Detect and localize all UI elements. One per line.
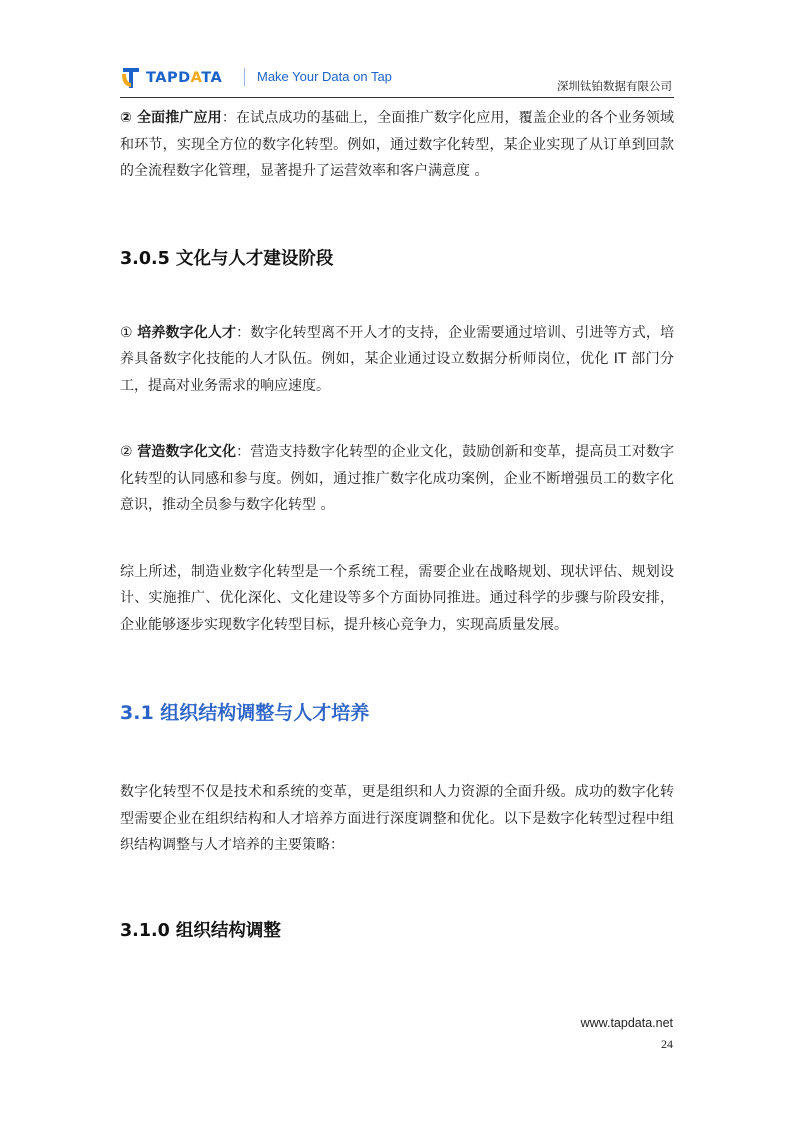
header-separator: [244, 68, 245, 86]
footer-website: www.tapdata.net: [580, 1016, 673, 1030]
paragraph-label: 营造数字化文化: [137, 444, 237, 460]
paragraph-text: ：数字化转型离不开人才的支持，企业需要通过培训、引进等方式，培养具备数字化技能的人才队伍。例如，某企业通过设立数据分析师岗位，优化 IT 部门分工，提高对业务需求的响应速度。: [120, 324, 675, 394]
logo-wordmark: TAPDATA: [146, 70, 223, 86]
paragraph-summary: 综上所述，制造业数字化转型是一个系统工程，需要企业在战略规划、现状评估、规划设计、实施推广、优化深化、文化建设等多个方面协同推进。通过科学的步骤与阶段安排，企业能够逐步实现数字化转型目标，提升核心竞争力，实现高质量发展。: [120, 563, 674, 633]
header-rule: [120, 97, 674, 98]
section-heading-3-0-5: 3.0.5 文化与人才建设阶段: [120, 248, 334, 269]
tapdata-logo: [120, 66, 222, 90]
company-name: 深圳钛铂数据有限公司: [557, 79, 672, 93]
paragraph-digital-culture: ② 营造数字化文化：营造支持数字化转型的企业文化，鼓励创新和变革，提高员工对数字化转型的认同感和参与度。例如，通过推广数字化成功案例，企业不断增强员工的数字化意识，推动全员参与数字化转型 。: [120, 444, 675, 513]
tapdata-logo-icon: [120, 66, 142, 90]
paragraph-org-intro: 数字化转型不仅是技术和系统的变革，更是组织和人力资源的全面升级。成功的数字化转型需要企业在组织结构和人才培养方面进行深度调整和优化。以下是数字化转型过程中组织结构调整与人才培养的主要策略：: [120, 784, 674, 853]
page-content: [120, 105, 674, 942]
paragraph-label: 培养数字化人才: [137, 324, 237, 341]
paragraph-full-rollout: [120, 105, 674, 185]
section-heading-3-1: 3.1 组织结构调整与人才培养: [120, 702, 370, 724]
paragraph-text: ：在试点成功的基础上，全面推广数字化应用，覆盖企业的各个业务领域和环节，实现全方位的数字化转型。例如，通过数字化转型，某企业实现了从订单到回款的全流程数字化管理，显著提升了运营效率和客户满意度 。: [120, 110, 674, 179]
paragraph-digital-talent: ① 培养数字化人才：数字化转型离不开人才的支持，企业需要通过培训、引进等方式，培养具备数字化技能的人才队伍。例如，某企业通过设立数据分析师岗位，优化 IT 部门分工，提高对业务需求的响应速度。: [120, 324, 675, 394]
page-header: [120, 62, 674, 98]
paragraph-label: ② 全面推广应用: [120, 110, 222, 126]
page-number: 24: [661, 1037, 673, 1051]
section-heading-3-1-0: 3.1.0 组织结构调整: [120, 920, 281, 941]
header-slogan: Make Your Data on Tap: [257, 69, 392, 84]
paragraph-text: ：营造支持数字化转型的企业文化，鼓励创新和变革，提高员工对数字化转型的认同感和参与度。例如，通过推广数字化成功案例，企业不断增强员工的数字化意识，推动全员参与数字化转型 。: [120, 444, 675, 513]
